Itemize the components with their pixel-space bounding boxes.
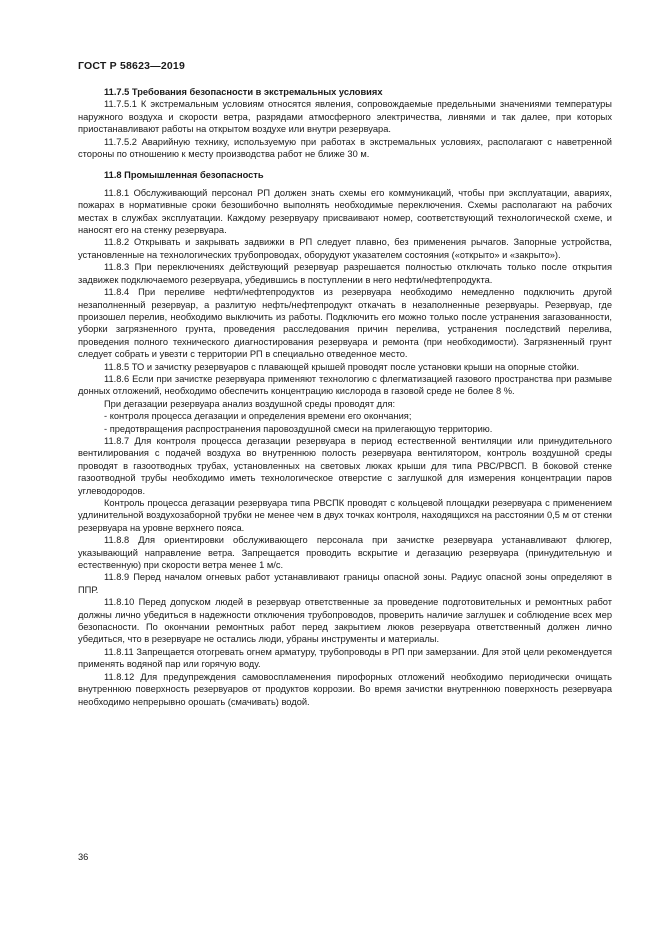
page-number: 36 bbox=[78, 852, 89, 862]
list-item: - контроля процесса дегазации и определения времени его окончания; bbox=[78, 410, 612, 422]
paragraph-11-8-9: 11.8.9 Перед началом огневых работ устанавливают границы опасной зоны. Радиус опасной зоны определяют в ППР. bbox=[78, 572, 612, 595]
paragraph-11-8-11: 11.8.11 Запрещается отогревать огнем арматуру, трубопроводы в РП при замерзании. Для этой цели рекомендуется применять водяной пар или горячую воду. bbox=[78, 646, 612, 670]
paragraph-11-8-6: 11.8.6 Если при зачистке резервуара применяют технологию с флегматизацией газового пространства при размыве донных отложений, необходимо обеспечить концентрацию кислорода в газовой среде не более 8 %. bbox=[78, 373, 612, 397]
paragraph-11-8-5: 11.8.5 ТО и зачистку резервуаров с плавающей крышей проводят после установки крыши на опорные стойки. bbox=[104, 361, 580, 372]
paragraph-degassing-intro: При дегазации резервуара анализ воздушной среды проводят для: bbox=[104, 398, 396, 409]
paragraph-11-8-3: 11.8.3 При переключениях действующий резервуар разрешается полностью отключать только после открытия задвижек подключаемого резервуара, убедившись в поступлении в него нефти/нефтепродукта. bbox=[78, 262, 612, 285]
paragraph-11-8-12: 11.8.12 Для предупреждения самовоспламенения пирофорных отложений необходимо периодически очищать внутреннюю поверхность резервуаров от продуктов коррозии. Во время зачистки внутреннюю поверхность резервуара необходимо непрерывно орошать (смачивать) водой. bbox=[78, 671, 612, 707]
document-body bbox=[78, 86, 612, 708]
paragraph-11-8-4: 11.8.4 При переливе нефти/нефтепродуктов из резервуара необходимо немедленно подключить другой незаполненный резервуар, а разлитую нефть/нефтепродукт откачать в незаполненные резервуары. Резервуар, где произошел перелив, необходимо выключить из работы. Подключить его можно только после устранения загазованности, уборки загрязненного грунта, проведения расследования причин перелива, устранения последствий перелива, проведения полного технического диагностирования резервуара и ремонта (при необходимости). Загрязненный грунт следует собрать и увезти с территории РП в специально отведенное место. bbox=[78, 287, 612, 360]
paragraph-11-8-2: 11.8.2 Открывать и закрывать задвижки в РП следует плавно, без применения рычагов. Запорные устройства, установленные на технологических трубопроводах, оборудуют указателем состояния («открыто» и «закрыто»). bbox=[78, 237, 612, 260]
paragraph-11-7-5-2: 11.7.5.2 Аварийную технику, используемую при работах в экстремальных условиях, располагают с наветренной стороны по отношению к месту производства работ не ближе 30 м. bbox=[78, 136, 612, 160]
paragraph-rvspk-control: Контроль процесса дегазации резервуара типа РВСПК проводят с кольцевой площадки резервуара с применением удлинительной воздухозаборной трубки не менее чем в двух точках контроля, находящихся на расстоянии 0,5 м от стенки резервуара на уровне верхнего пояса. bbox=[78, 498, 612, 533]
paragraph-11-7-5-1: 11.7.5.1 К экстремальным условиям относятся явления, сопровождаемые предельными значениями температуры наружного воздуха и скорости ветра, разрядами атмосферного электричества, ливнями и так далее, при которых приостанавливают работы на открытом воздухе или внутри резервуара. bbox=[78, 99, 612, 135]
section-heading-11-7-5: 11.7.5 Требования безопасности в экстремальных условиях bbox=[104, 87, 383, 97]
paragraph-11-8-1: 11.8.1 Обслуживающий персонал РП должен знать схемы его коммуникаций, чтобы при эксплуатации, авариях, пожарах в нормативные сроки безошибочно выполнять необходимые переключения. Схемы располагают на рабочих местах в службах эксплуатации. Каждому резервуару присваивают номер, соответствующий технологической схеме, и наносят его на стенку резервуара. bbox=[78, 187, 612, 236]
list-item: - предотвращения распространения паровоздушной смеси на прилегающую территорию. bbox=[78, 423, 612, 435]
section-heading-11-8: 11.8 Промышленная безопасность bbox=[104, 170, 264, 181]
degassing-purpose-list bbox=[78, 410, 612, 435]
paragraph-11-8-7: 11.8.7 Для контроля процесса дегазации резервуара в период естественной вентиляции или принудительного вентилирования с подачей воздуха во внутреннюю полость резервуара вентилятором, контроль воздушной среды проводят в газоотводных трубах, установленных на световых люках крыши для типа РВС/РВСП. В боковой стенке газоотводной трубы необходимо иметь технологическое отверстие с заглушкой для измерения концентрации паров углеводородов. bbox=[78, 435, 612, 496]
paragraph-11-8-8: 11.8.8 Для ориентировки обслуживающего персонала при зачистке резервуара устанавливают флюгер, указывающий направление ветра. Запрещается проводить вскрытие и дегазацию резервуара (принудительную и естественную) при скорости ветра менее 1 м/с. bbox=[78, 535, 612, 571]
paragraph-11-8-10: 11.8.10 Перед допуском людей в резервуар ответственные за проведение подготовительных и ремонтных работ должны лично убедиться в надежности отключения трубопроводов, проверить наличие заглушек и соблюдение всех мер безопасности. По окончании ремонтных работ перед закрытием люков резервуара ответственный должен лично убедиться, что в резервуаре не остались люди, убраны инструменты и материалы. bbox=[78, 597, 612, 645]
document-header: ГОСТ Р 58623—2019 bbox=[78, 60, 186, 72]
